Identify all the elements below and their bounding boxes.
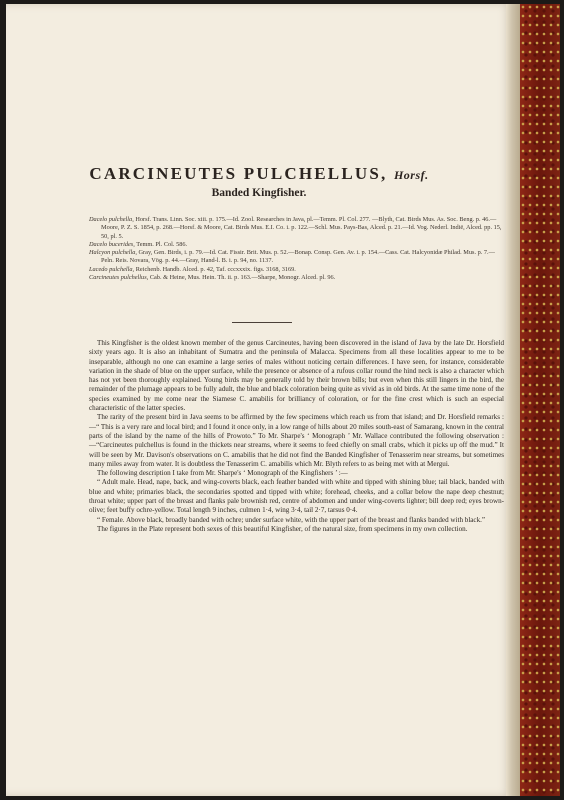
synonym-entry bbox=[89, 266, 504, 274]
synonymy-list bbox=[89, 216, 504, 282]
synonym-name: Lacedo pulchella, bbox=[89, 265, 135, 273]
section-divider bbox=[232, 322, 292, 323]
body-paragraph: The figures in the Plate represent both sexes of this beautiful Kingfisher, of the natural size, from specimens in my own collection. bbox=[97, 524, 468, 533]
synonym-entry bbox=[89, 216, 504, 241]
synonym-refs: Horsf. Trans. Linn. Soc. xiii. p. 175.—Id. Zool. Researches in Java, pl.—Temm. Pl. Col. 277. —Blyth, Cat. Birds Mus. As. Soc. Beng. p. 46.—Moore, P. Z. S. 1854, p. 268.—Horsf. & Moore, Cat. Birds Mus. E.I. Co. i. p. 122.—Schl. Mus. Pays-Bas, Alced. p. 21.—Id. Vog. Nederl. Indië, Alced. pp. 15, 50, pl. 5. bbox=[101, 216, 502, 240]
species-name: CARCINEUTES PULCHELLUS, bbox=[89, 164, 388, 183]
species-title bbox=[6, 164, 512, 184]
body-paragraph: The rarity of the present bird in Java seems to be affirmed by the few specimens which reach us from that island; and Dr. Horsfield remarks :—“ This is a very rare and local bird; and I found it once only, in a low range of hills about 20 miles south-east of Samarang, known in the central parts of the island by the name of the hills of Prowoto.” To Mr. Sharpe's ‘ Monograph ’ Mr. Wallace contributed the following observation :—“Carcineutes pulchellus is found in the thickets near streams, where it seems to feed chiefly on small crabs, which it picks up off the mud.” It will be seen by Mr. Davison's observations on C. amabilis that he did not find the Banded Kingfisher of Tenasserim near streams, but sometimes many miles away from water. It is doubtless the Tenasserim C. amabilis which Mr. Blyth refers to as being met with at Mergui. bbox=[89, 413, 504, 468]
synonym-entry bbox=[89, 274, 504, 282]
synonym-entry bbox=[89, 241, 504, 249]
body-paragraph: “ Female. Above black, broadly banded with ochre; under surface white, with the upper part of the breast and flanks banded with black.” bbox=[97, 515, 486, 524]
body-paragraph: This Kingfisher is the oldest known member of the genus Carcineutes, having been discovered in the island of Java by the late Dr. Horsfield sixty years ago. It is also an inhabitant of Sumatra and the peninsula of Malacca. Specimens from all these localities appear to me to be inseparable, although no one can examine a large series of males without noticing certain differences. I have seen, for instance, considerable variation in the shade of blue on the upper surface, while the presence or absence of a rufous collar round the hind neck is also a character which has not yet been thoroughly explained. Young birds may be generally told by their brown bills; but even when this still lingers in the bird, the remainder of the plumage appears to be fully adult, the blue and black coloration being quite as vivid as in old birds. At the same time none of the species examined by me come near the Siamese C. amabilis for brilliancy of coloration, or for the fine crest which is such an especial characteristic of the latter species. bbox=[89, 339, 504, 413]
synonym-refs: Gray, Gen. Birds, i. p. 79.—Id. Cat. Fissir. Brit. Mus. p. 52.—Bonap. Consp. Gen. Av. i. p. 154.—Cass. Cat. Halcyonidæ Philad. Mus. p. 7.—Peln. Reis. Novara, Vög. p. 44.—Gray, Hand-l. B. i. p. 94, no. 1137. bbox=[101, 249, 495, 265]
synonym-name: Dacelo pulchella, bbox=[89, 216, 134, 223]
page-gutter bbox=[506, 4, 520, 796]
synonym-entry bbox=[89, 249, 504, 266]
synonym-name: Dacelo bucerides, bbox=[89, 240, 135, 248]
marbled-page-edge bbox=[520, 4, 560, 796]
synonym-name: Carcineutes pulchellus, bbox=[89, 274, 149, 282]
body-paragraph: The following description I take from Mr. Sharpe's ‘ Monograph of the Kingfishers ’ :— bbox=[97, 469, 348, 478]
synonym-refs: Reichenb. Handb. Alced. p. 42, Taf. cccxxxix. figs. 3168, 3169. bbox=[135, 265, 296, 273]
synonym-refs: Temm. Pl. Col. 586. bbox=[136, 240, 188, 248]
book-page bbox=[6, 4, 512, 796]
synonym-refs: Cab. & Heine, Mus. Hein. Th. ii. p. 163.—Sharpe, Monogr. Alced. pl. 96. bbox=[149, 274, 336, 282]
species-authority: Horsf. bbox=[393, 168, 429, 182]
article-body bbox=[89, 339, 504, 534]
synonym-name: Halcyon pulchella, bbox=[89, 249, 137, 257]
body-paragraph: “ Adult male. Head, nape, back, and wing-coverts black, each feather banded with white and tipped with shining blue; tail black, banded with blue and white; primaries black, the secondaries spotted and tipped with white; forehead, cheeks, and a collar below the nape deep chestnut; throat white; upper part of the breast and flanks pale brownish red, centre of abdomen and under wing-coverts lighter; bill deep red; eyes brown-olive; feet buffy ochre-yellow. Total length 9 inches, culmen 1·4, wing 3·4, tail 2·7, tarsus 0·4. bbox=[89, 478, 504, 515]
common-name: Banded Kingfisher. bbox=[211, 187, 307, 199]
